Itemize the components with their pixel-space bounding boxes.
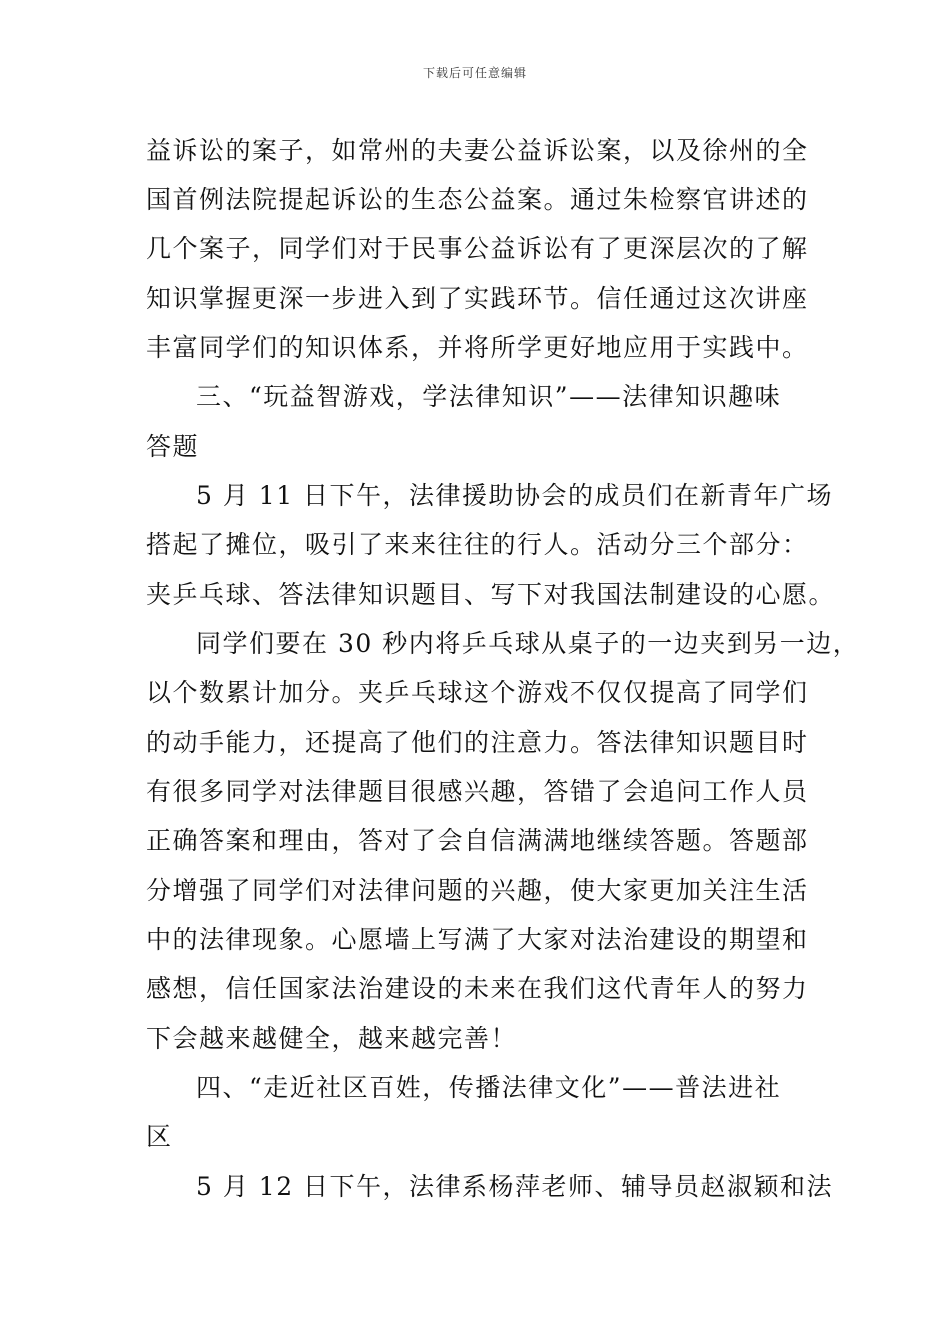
text-line: 5 月 12 日下午，法律系杨萍老师、辅导员赵淑颖和法 [196,1172,834,1201]
text-line: 感想，信任国家法治建设的未来在我们这代青年人的努力 [146,974,809,1003]
text-line: 几个案子，同学们对于民事公益诉讼有了更深层次的了解 [146,234,809,263]
text-line: 分增强了同学们对法律问题的兴趣，使大家更加关注生活 [146,876,809,905]
text-line: 夹乒乓球、答法律知识题目、写下对我国法制建设的心愿。 [146,580,836,609]
section-heading-cont: 区 [146,1122,173,1151]
page-header: 下载后可任意编辑 [422,66,527,80]
text-line: 同学们要在 30 秒内将乒乓球从桌子的一边夹到另一边， [196,629,860,658]
text-line: 下会越来越健全，越来越完善！ [146,1024,518,1053]
text-line: 有很多同学对法律题目很感兴趣，答错了会追问工作人员 [146,777,809,806]
text-line: 搭起了摊位，吸引了来来往往的行人。活动分三个部分： [146,530,809,559]
text-line: 国首例法院提起诉讼的生态公益案。通过朱检察官讲述的 [146,185,809,214]
section-heading-cont: 答题 [146,432,200,461]
text-line: 5 月 11 日下午，法律援助协会的成员们在新青年广场 [196,481,834,510]
text-line: 正确答案和理由，答对了会自信满满地继续答题。答题部 [146,826,809,855]
text-line: 益诉讼的案子，如常州的夫妻公益诉讼案，以及徐州的全 [146,136,809,165]
text-line: 以个数累计加分。夹乒乓球这个游戏不仅仅提高了同学们 [146,678,809,707]
text-line: 丰富同学们的知识体系，并将所学更好地应用于实践中。 [146,333,809,362]
text-line: 的动手能力，还提高了他们的注意力。答法律知识题目时 [146,728,809,757]
section-heading: 三、“玩益智游戏，学法律知识”——法律知识趣味 [196,382,782,411]
text-line: 中的法律现象。心愿墙上写满了大家对法治建设的期望和 [146,925,809,954]
section-heading: 四、“走近社区百姓，传播法律文化”——普法进社 [196,1073,782,1102]
text-line: 知识掌握更深一步进入到了实践环节。信任通过这次讲座 [146,284,809,313]
